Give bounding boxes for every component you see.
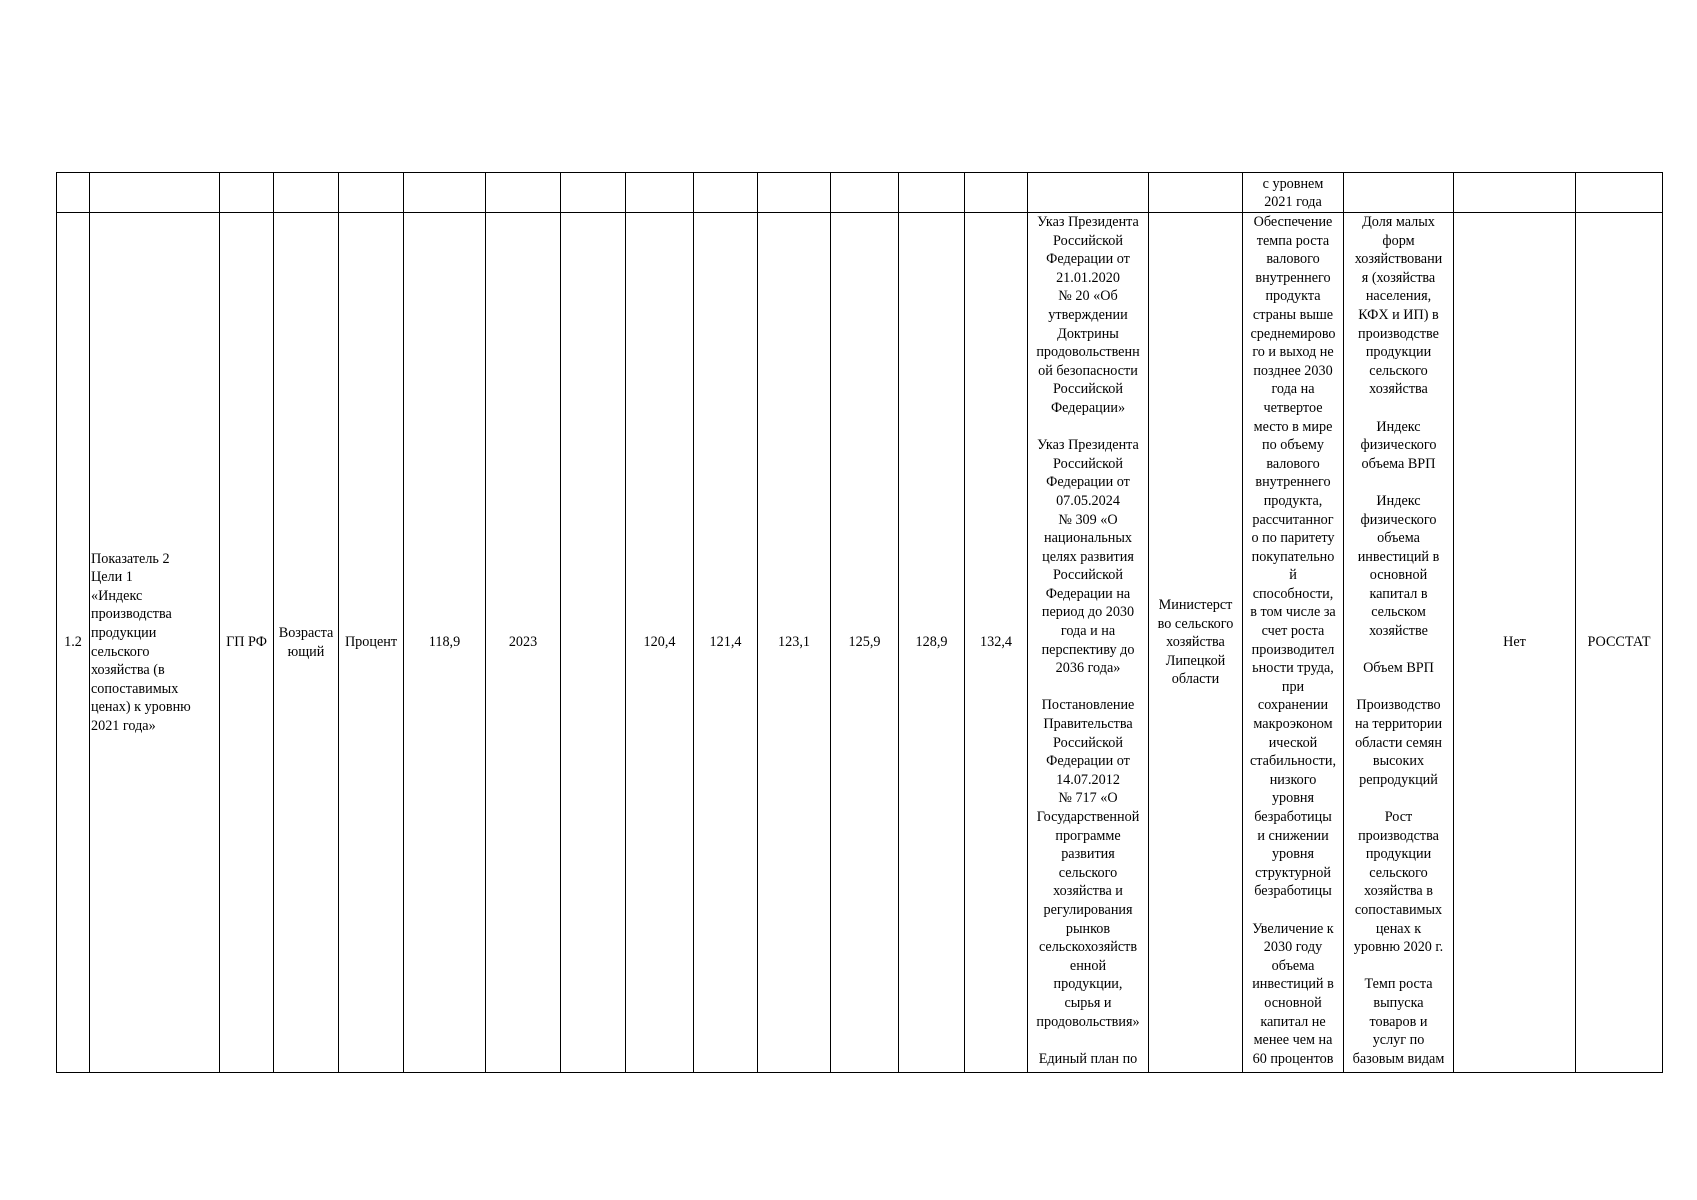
related-indicators-cell (1344, 213, 1454, 1073)
text-line: сопоставимых (91, 680, 179, 697)
text-line: среднемирово (1250, 325, 1336, 342)
cell (831, 173, 899, 213)
spacer (1344, 641, 1453, 660)
cell (1576, 173, 1663, 213)
text-line: продовольственн (1036, 344, 1140, 361)
cell (274, 173, 339, 213)
text-line: хозяйства (1369, 381, 1428, 398)
text-line: продукции (91, 624, 157, 641)
text-line: области семян (1355, 734, 1442, 751)
text-line: ической (1268, 734, 1318, 751)
text-line: года на (1271, 381, 1315, 398)
text-line: капитал не (1260, 1013, 1326, 1030)
text-line: № 20 «Об (1058, 288, 1118, 305)
text-line: производител (1251, 641, 1335, 658)
text-line: темпа роста (1256, 232, 1330, 249)
text-line: инвестиций в (1357, 548, 1440, 565)
text-line: при (1281, 678, 1305, 695)
documents-cell (1028, 213, 1149, 1073)
text-line: программе (1055, 827, 1121, 844)
indicator-trend (274, 213, 339, 1073)
text-line: сельском (1371, 604, 1426, 621)
text-line: хозяйствовани (1354, 251, 1443, 268)
text-line: хозяйства (1166, 634, 1225, 651)
text-line: инвестиций в (1252, 976, 1334, 993)
text-line: Российской (1053, 232, 1123, 249)
text-line: о по паритету (1251, 530, 1335, 547)
text-line: услуг по (1372, 1032, 1425, 1049)
text-line: № 717 «О (1058, 790, 1118, 807)
cell (220, 173, 274, 213)
cell (57, 173, 90, 213)
national-goals-header-continuation (1243, 173, 1344, 213)
text-line: Российской (1053, 734, 1123, 751)
text-line: продукции (1365, 846, 1432, 863)
value-year-1: 120,4 (626, 213, 694, 1073)
cell (1454, 173, 1576, 213)
text-line: Доля малых (1362, 214, 1435, 230)
text-line: № 309 «О (1058, 511, 1118, 528)
text-line: продукта, (1263, 492, 1323, 509)
value-year-6: 132,4 (965, 213, 1028, 1073)
text-line: объема (1377, 530, 1420, 547)
text-line: репродукций (1359, 771, 1438, 788)
text-line: на территории (1354, 716, 1443, 733)
text-line: продукта (1265, 288, 1321, 305)
text-line: Российской (1053, 567, 1123, 584)
text-line: 2030 году (1263, 939, 1323, 956)
text-line: Федерации на (1045, 585, 1131, 602)
text-line: четвертое (1263, 399, 1323, 416)
value-year-5: 128,9 (899, 213, 965, 1073)
cell (899, 173, 965, 213)
indicator-row (57, 213, 1663, 1073)
text-line: Государственной (1036, 809, 1140, 825)
text-line: Единый план по (1038, 1050, 1138, 1067)
text-line: Рост (1384, 809, 1413, 825)
indicator-level: ГП РФ (220, 213, 274, 1073)
text-line: Указ Президента (1037, 437, 1139, 454)
row-number: 1.2 (57, 213, 90, 1073)
text-line: ценах) к уровню (91, 699, 191, 716)
text-line: я (хозяйства (1361, 269, 1436, 286)
text-line: менее чем на (1253, 1032, 1333, 1049)
text-line: Постановление (1041, 697, 1135, 714)
text-line: развития (1061, 846, 1115, 863)
base-value: 118,9 (404, 213, 486, 1073)
text-line: «Индекс (91, 587, 143, 604)
text-line: уровня (1271, 846, 1315, 863)
text-line: сельского (91, 643, 150, 660)
text-line: Показатель 2 (91, 550, 170, 567)
spacer (1243, 901, 1343, 920)
text-line: Федерации» (1050, 399, 1126, 416)
text-line: уровню 2020 г. (1353, 939, 1444, 956)
text-line: период до 2030 (1041, 604, 1135, 621)
text-line: в том числе за (1250, 604, 1336, 621)
text-line: Обеспечение (1253, 214, 1333, 230)
text-line: физического (1360, 437, 1437, 454)
text-line: безработицы (1254, 883, 1332, 900)
text-line: продовольствия» (1036, 1013, 1140, 1030)
text-line: го и выход не (1252, 344, 1334, 361)
base-year: 2023 (486, 213, 561, 1073)
text-line: валового (1266, 251, 1320, 268)
text-line: Доктрины (1057, 325, 1119, 342)
text-line: КФХ и ИП) в (1358, 306, 1439, 323)
spacer (1028, 418, 1148, 437)
text-line: объема ВРП (1361, 455, 1436, 472)
cell (1028, 173, 1149, 213)
text-line: сохранении (1257, 697, 1329, 714)
text-line: сельскохозяйств (1038, 939, 1138, 956)
text-line: регулирования (1043, 901, 1133, 918)
text-line: хозяйства и (1053, 883, 1123, 900)
cell (626, 173, 694, 213)
cell (339, 173, 404, 213)
unit-of-measure: Процент (339, 213, 404, 1073)
text-line: утверждении (1048, 306, 1128, 323)
text-line: Индекс (1376, 418, 1421, 435)
text-line: Возраста (278, 624, 334, 641)
text-line: 60 процентов (1252, 1050, 1334, 1067)
text-line: ющий (287, 643, 325, 660)
spacer (1344, 473, 1453, 492)
text-line: капитал в (1369, 585, 1428, 602)
text-line: 2021 года (1264, 194, 1322, 211)
cell (694, 173, 758, 213)
text-line: производства (1358, 827, 1439, 844)
text-line: безработицы (1254, 809, 1332, 825)
text-line: сопоставимых (1354, 901, 1443, 918)
national-goals-cell (1243, 213, 1344, 1073)
text-line: Производство (1356, 697, 1441, 714)
text-line: внутреннего (1255, 269, 1331, 286)
text-line: населения, (1365, 288, 1432, 305)
text-line: высоких (1372, 753, 1425, 770)
text-line: способности, (1252, 585, 1334, 602)
text-line: Липецкой (1165, 652, 1226, 669)
text-line: Индекс (1376, 492, 1421, 509)
text-line: сельского (1369, 864, 1428, 881)
text-line: Федерации от (1046, 251, 1130, 268)
text-line: области (1171, 671, 1220, 688)
text-line: основной (1264, 994, 1322, 1011)
text-line: по объему (1262, 437, 1324, 454)
text-line: продукции (1365, 344, 1432, 361)
text-line: базовым видам (1352, 1050, 1445, 1067)
text-line: производства (91, 606, 172, 623)
text-line: хозяйства (в (91, 662, 165, 679)
indicator-name (90, 213, 220, 1073)
data-source: РОССТАТ (1576, 213, 1663, 1073)
text-line: счет роста (1261, 623, 1325, 640)
text-line: объема (1271, 957, 1315, 974)
header-continuation-row (57, 173, 1663, 213)
text-line: сельского (1369, 362, 1428, 379)
cell (90, 173, 220, 213)
text-line: позднее 2030 (1253, 362, 1333, 379)
text-line: структурной (1255, 864, 1331, 881)
indicator-table (56, 172, 1663, 1073)
text-line: 21.01.2020 (1056, 269, 1120, 286)
text-line: 14.07.2012 (1056, 771, 1120, 788)
text-line: рынков (1065, 920, 1111, 937)
text-line: Объем ВРП (1363, 660, 1434, 677)
text-line: уровня (1271, 790, 1315, 807)
text-line: физического (1360, 511, 1437, 528)
spacer (1344, 678, 1453, 697)
text-line: целях развития (1042, 548, 1134, 565)
text-line: во сельского (1157, 615, 1234, 632)
text-line: года и на (1060, 623, 1116, 640)
flag-cell: Нет (1454, 213, 1576, 1073)
value-year-3: 123,1 (758, 213, 831, 1073)
text-line: 07.05.2024 (1056, 492, 1120, 509)
cell (561, 173, 626, 213)
spacer (1028, 1031, 1148, 1050)
value-year-4: 125,9 (831, 213, 899, 1073)
text-line: форм (1382, 232, 1415, 249)
text-line: хозяйстве (1369, 623, 1428, 640)
text-line: хозяйства в (1364, 883, 1433, 900)
text-line: национальных (1044, 530, 1132, 547)
text-line: место в мире (1253, 418, 1333, 435)
text-line: низкого (1269, 771, 1317, 788)
text-line: валового (1266, 455, 1320, 472)
text-line: 2036 года» (1055, 660, 1121, 677)
text-line: макроэконом (1253, 716, 1333, 733)
text-line: Темп роста (1364, 976, 1433, 993)
text-line: внутреннего (1255, 474, 1331, 491)
text-line: енной (1069, 957, 1107, 974)
text-line: сельского (1058, 864, 1118, 881)
cell (1344, 173, 1454, 213)
text-line: ьности труда, (1252, 660, 1334, 677)
indicator-table-sheet (56, 172, 1663, 1073)
text-line: основной (1369, 567, 1428, 584)
text-line: й (1289, 567, 1297, 584)
spacer (1344, 957, 1453, 976)
text-line: выпуска (1373, 994, 1424, 1011)
spacer (1028, 678, 1148, 697)
cell (758, 173, 831, 213)
cell (1149, 173, 1243, 213)
text-line: рассчитанног (1252, 511, 1334, 528)
cell (404, 173, 486, 213)
spacer (1344, 789, 1453, 808)
text-line: стабильности, (1249, 753, 1336, 770)
text-line: Федерации от (1046, 753, 1130, 770)
empty-cell (561, 213, 626, 1073)
text-line: Российской (1053, 455, 1123, 472)
text-line: 2021 года» (91, 717, 156, 734)
value-year-2: 121,4 (694, 213, 758, 1073)
text-line: Российской (1053, 381, 1123, 398)
text-line: перспективу до (1041, 641, 1135, 658)
text-line: сырья и (1064, 994, 1112, 1011)
text-line: ценах к (1375, 920, 1422, 937)
cell (965, 173, 1028, 213)
text-line: Указ Президента (1037, 214, 1139, 230)
text-line: и снижении (1257, 827, 1329, 844)
responsible-authority (1149, 213, 1243, 1073)
text-line: Увеличение к (1252, 920, 1334, 937)
text-line: страны выше (1252, 306, 1334, 323)
text-line: Федерации от (1046, 474, 1130, 491)
text-line: продукции, (1053, 976, 1123, 993)
text-line: покупательно (1251, 548, 1335, 565)
text-line: ой безопасности (1038, 362, 1138, 379)
text-line: производстве (1358, 325, 1439, 342)
text-line: товаров и (1369, 1013, 1428, 1030)
text-line: с уровнем (1262, 175, 1324, 192)
text-line: Цели 1 (91, 569, 133, 586)
cell (486, 173, 561, 213)
text-line: Правительства (1043, 716, 1133, 733)
spacer (1344, 399, 1453, 418)
text-line: Министерст (1158, 597, 1233, 614)
